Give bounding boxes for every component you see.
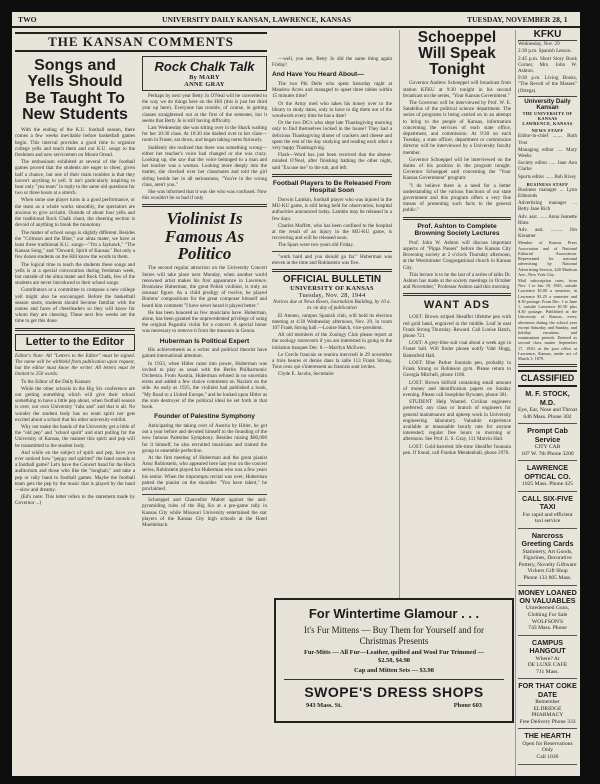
want-ads-body <box>403 314 511 455</box>
rock-chalk-title: Rock Chalk Talk <box>154 59 255 74</box>
classified-ad-line: Open for Reservations Only <box>522 740 573 754</box>
paragraph: Or the Army med who takes his honey over to the library to study dates, only to have to dig them out of the woodwork every time he has a date? <box>272 100 392 120</box>
bulletin-note: Notices due at News Room, Journalism Building, by 10 a. m. on day of publication <box>273 299 391 312</box>
classified-ad-line: WOLFSON'S <box>531 618 564 625</box>
violinist-body-2 <box>142 347 267 410</box>
bulletin-headline: OFFICIAL BULLETIN <box>282 274 382 286</box>
classified-ad <box>518 492 577 529</box>
byline-name: ANNE GRAY <box>184 81 225 88</box>
issue-date: TUESDAY, NOVEMBER 28, 1 <box>467 15 568 24</box>
schedule-line: 2:45 p.m. Short Story Book Corner, Mrs. John W. Ashton. <box>518 55 577 74</box>
column-kfku-classified <box>515 30 577 776</box>
classified-ad <box>518 529 577 586</box>
paragraph: Flash—Word has just been received that the absent-minded O'Neal, after finishing bathing the other night, said "Excuse me" to the tub, and left. <box>272 152 392 171</box>
classified-ad-line: CITY CAB <box>534 444 561 451</box>
paragraph: Dorwin Lamkin, football player who was injured in the MU-KU game, is still being held for observation, hospital authorities announced today. Lamkin may be released in a few days. <box>272 197 392 222</box>
staff-line: Business manager ... Lynn Edmonds <box>518 186 577 200</box>
classified-ad <box>518 461 577 491</box>
classified-ad-line: 646 Mass. Phone 302 <box>523 413 572 420</box>
classified-ad-line: For rapid and efficient taxi service <box>522 511 573 525</box>
schedule-line: 9:30 p.m. Living Books, "The Revolt of the Masses" (Ortega). <box>518 75 577 94</box>
violinist-body-3 <box>142 423 267 492</box>
ashton-headline: Prof. Ashton to Complete Browning Society Lectures <box>414 222 500 238</box>
paragraph: —well, you see, Betty Jo did the same thing again Friday! <box>272 56 392 69</box>
flash-item <box>272 152 392 171</box>
classified-headline: CLASSIFIED <box>518 370 577 387</box>
classified-ad-line: Stationery, Art Goods, Figurines, Decorative Pottery, Novelty Giftware <box>518 548 577 568</box>
heard-subhead: And Have You Heard About— <box>272 71 364 79</box>
heard-body <box>272 81 392 151</box>
masthead <box>12 12 580 28</box>
paragraph: The logical time to teach the students these songs and yells is at a special convocation during freshman week, but outside of the alma mater and Rock Chalk, few of the students are never introduced to their school songs. <box>15 261 135 287</box>
swopes-line2: Fur-Mitts — All Fur—Leather, quilted and Wool Fur Trimmed — $2.50, $4.98 <box>303 649 485 664</box>
staff-line: Advertising manager ... Betty Jane Rich <box>518 200 577 213</box>
classified-ad-line: Phone 133 805 Mass. <box>523 574 572 581</box>
paragraph: Suddenly she realized that there was something wrong—either her teacher's voice had changed or she was crazy. Looking up, she saw that the voice belonged to a man and her teacher was a woman. Looking more deeply into the matter, she checked over her classmates and told the girl sitting beside her in all seriousness, "You're in the wrong class, aren't you." <box>142 144 267 188</box>
column-editorial <box>15 56 135 776</box>
classified-ad-line: Free Delivery Phone 333 <box>519 718 576 725</box>
classified-ad-title: THE HEARTH <box>524 731 571 741</box>
paragraph: Charles Moffett, who has been confined to the hospital at the result of an injury in the MU-KU game, is recovering and will be released soon. <box>272 222 392 242</box>
column-schoeppel <box>399 30 511 598</box>
paragraph: The matter of school songs is slightly different. Besides the "Crimson and the Blue," our alma mater, we have at least three traditional K.U. songs—"I'm a Jayhawk," "The Kansas Song," and "Onward, Spirit of Kansas." But only a few dozen students on the Hill know the words to them. <box>15 229 135 261</box>
paragraph: In 1933, when Hitler came into power, Huberman was invited to play as usual with the Berlin Philharmonic Orchestra. From Austria, Huberman refused in no uncertain terms and added a few choice comments on Nazism on the side. As early as 1925, the violinist had published a book, "My Road to a United Europe," and he looked upon Hitler as the sure destroyer of the political ideal he set forth in that book. <box>142 360 267 411</box>
want-ad: STUDENT Help Wanted. Civilian engineers preferred; any class or branch of engineers for general maintenance and upkeep work in University engineering laboratory. Valuable experience available at reasonable hourly rate for anyone interested; regular free hours in morning or afternoon. See Prof. E. S. Gray, 111 Marvin Hall. <box>403 399 511 443</box>
classified-ad-line: 711 Mass. <box>536 668 559 675</box>
paragraph: When some one player turns in a good performance, or the team as a whole works smoothly, the spectators are anxious to give acclaim. Outside of about four yells and the traditional Rock Chalk chant, the cheering section is devoid of anything to break the monotony. <box>15 197 135 229</box>
classified-ad-title: CALL SIX-FIVE TAXI <box>522 493 573 512</box>
bulletin-item: Clyde E. Jacobs, Secretaire <box>278 371 334 378</box>
classified-ad-line: Call 1036 <box>536 754 559 761</box>
subscription-rates: Mail subscription rates, from Nov. 1 to Jan. 19, 1945, outside Lawrence $1.00 a semester, in Lawrence $1.25 a semester and $.30 postage. From Dec. 1 to June 1, outside Lawrence $1.50 plus $.30 postage. Published at the University of Kansas, every afternoon during the school year except Saturday and Sunday, and holiday vacations and examination periods. Entered as second class matter September 17, 1910, at the post office at Lawrence, Kansas, under act of March 3, 1879. <box>518 277 577 361</box>
ashton-body <box>403 240 511 291</box>
songs-headline: Songs and Yells Should Be Taught To New Students <box>22 57 128 123</box>
staff-line: Managing editor .... Mary Weeks <box>518 146 577 160</box>
swopes-name: SWOPE'S DRESS SHOPS <box>284 679 504 700</box>
paragraph: At the first meeting of Huberman and the great pianist Artur Rubinstein, who appeared here last year on the concert series, Rubinstein played for Huberman who was a few years his senior. When the impromptu recital was over, Huberman patted the pianist on the shoulder. "You have talent," he proclaimed. <box>142 454 267 492</box>
schoeppel-headline: Schoeppel Will Speak Tonight <box>417 30 497 78</box>
bulletin-item: All old members of the Zoology Club please report at the zoology storeroom if you are interested in going to the initiation banquet Dec. 8.—Marilyn McEwen. <box>272 332 392 351</box>
classified-ad-line: ELDRIDGE PHARMACY <box>531 705 564 719</box>
staff-line: Society editor ..... Jane Ann Clarke <box>518 160 577 173</box>
violinist-subhead-1: Huberman Is Political Expert <box>159 337 250 345</box>
football-body <box>272 197 392 249</box>
violinist-body <box>142 265 267 334</box>
rock-chalk-continued <box>272 56 392 68</box>
classified-ad-line: Where? At <box>535 655 560 662</box>
paragraph: She was informed that it was she who was confused. Now this wouldn't be so bad if only <box>142 189 267 202</box>
byline: By MARY <box>189 74 220 81</box>
paragraph: This lecture is to be the last of a series of talks Dr. Ashton has made at the society meetings in October and November," Professor Ashton said this morning. <box>403 271 511 291</box>
paragraph: And while on the subject of spirit and pep, have you ever noticed how "peppy and spirited" the band sounds at a football game? Let's have the Concert band for the Hoch auditorium and those who like the "longhair," and take a pep or rally band to football games. Maybe the football team gets the pep by the music that is played by the band—slow and dreamy. <box>15 449 135 494</box>
swopes-address: 943 Mass. St. <box>306 702 342 709</box>
classified-ad <box>518 636 577 680</box>
classified-ad-line: DE LUXE CAFE <box>527 662 568 669</box>
rock-chalk-body <box>142 93 267 201</box>
staff-line: Sports editor ...... Bob Rixey <box>518 173 577 180</box>
classified-ad-title: M. F. STOCK, M.D. <box>525 389 570 407</box>
bulletin-items <box>272 313 392 378</box>
swopes-line1: It's Fur Mittens — Buy Them for Yourself and for Christmas Presents <box>304 625 484 646</box>
letter-box <box>15 334 135 351</box>
paragraph: Governor Andrew Schoeppel will broadcast from station KFKU at 9:30 tonight in his second broadcast on the series, "Your Kansas Government." <box>403 80 511 99</box>
letter-headline: Letter to the Editor <box>25 335 125 348</box>
classified-ad <box>518 729 577 764</box>
classified-ad-line: Vickers Gift Shop <box>527 568 568 575</box>
classified-ads <box>518 387 577 764</box>
bulletin-item: El Ateneo, campus Spanish club, will hold its election meeting at 4:30 Wednesday afternoon, Nov. 29, in room 107 Frank Strong hall.—Louise Hatch, vice-president. <box>272 312 392 332</box>
classified-ad-title: FOR THAT COKE DATE <box>518 681 577 699</box>
classified-ad-title: CAMPUS HANGOUT <box>529 637 566 656</box>
kfku-headline: KFKU <box>518 30 577 41</box>
classified-ad-line: 1025 Mass. Phone 425 <box>522 481 573 488</box>
paragraph: Why not make the bands of the University get a little of the "old pep" and "school spirit" and start pulling for the University of Kansas, the manner this spirit and pep will be transmitted to the student body. <box>15 424 135 449</box>
letter-body <box>15 379 135 507</box>
paragraph: With the ending of the K.U. football season, there comes a few weeks inevitable before basketball games begin. This interval provides a good time to organize college yells and teach them and our K.U. songs to the freshmen and new servicemen on Mount Oread. <box>15 127 135 159</box>
classified-ad-title: Narcross Greeting Cards <box>521 530 574 549</box>
paragraph: While the other schools in the Big Six conference are out getting something which will give their school something to have a little pep about, when football season is over, our own University "rahs and" and that is all. No wonder the student body has no team spirit nor gets excited about a school that his other university exhibit. <box>15 385 135 423</box>
football-continued: "work hard and you should go far." Huberman was eleven at the time and Rubinstein was five. <box>272 253 392 266</box>
paragraph: The enthusiasm exhibited at several of the football games proved that the students are eager to cheer, given half a chance, but one of their main troubles is that they haven't anything to yell. It isn't particularly inspiring to hear only "yea team" in reply to the same old questions for two or three hours at a stretch. <box>15 159 135 197</box>
classified-ad <box>518 387 577 424</box>
news-staff <box>518 133 577 179</box>
uk-title: University Daily Kansan <box>524 97 571 112</box>
songs-body <box>15 127 135 324</box>
schedule-line: 2:30 p.m. Spanish Lesson. <box>518 48 572 55</box>
schoeppel-body <box>403 80 511 213</box>
paragraph: Governor Schoeppel will be interviewed on the duties of his position in the program tonight. Governor Schoeppel said concerning the "Your Kansas Government" program: <box>403 156 511 182</box>
paper-title: UNIVERSITY DAILY KANSAN, LAWRENCE, KANSAS <box>162 15 352 24</box>
classified-ad <box>518 679 577 729</box>
swopes-phone: Phone 603 <box>453 702 482 709</box>
want-ad: LOST: Gold-barreled life-time Sheaffer fountain pen. If found, call Frankie Mendenhall, phone 2976. <box>403 443 511 456</box>
classified-ad-line: Eye, Ear, Nose and Throat <box>518 407 577 414</box>
paragraph: The two Phi Delts who spent Saturday night at Meadow Acres and managed to upset three tables within 15 minutes time? <box>272 81 392 100</box>
column-rock-chalk <box>142 56 267 776</box>
paragraph: "I do believe there is a need for a better understanding of the various functions of our state government and this program offers a very fine means of presenting such facts to the general public." <box>403 182 511 214</box>
paragraph: The second regular attraction on the University Concert Series will take place next Monday, when another world renowned artist makes his first appearance in Lawrence. Bronislaw Huberman, the great Polish violinist, is truly an unusual figure. As a child prodigy of twelve, he played Brahms' compositions for the great composer himself and heard him comment "I have never heard it played better." <box>142 265 267 309</box>
want-ad: LOST: A grey-blue suit coat about a week ago in Fraser hall. Will finder please notify Vahl Hogg, Battenfeld Hall. <box>403 340 511 359</box>
want-ads-headline: WANT ADS <box>423 299 491 312</box>
biz-staff-head: BUSINESS STAFF <box>526 181 569 187</box>
violinist-tail: Schoeppel and Chancellor Malott against the anti-pyramiding rules of the Big Six at a pre-game rally in Kansas City while Missouri University entertained the star players of the Kansas City high schools at the Hotel Muehlebach. <box>142 497 267 528</box>
classified-ad-line: Remember <box>535 699 560 706</box>
bulletin-item: Le Cercle francais se reunira mercredi le 29 novembre a trois heures et demie dans la salle 113 Frank Strong. Tous ceux qui s'interessent au francais sont invites. <box>272 351 392 371</box>
paragraph: To the Editor of the Daily Kansan: <box>21 378 92 385</box>
want-ad: LOST: Blue Parker fountain pen, probably in Frank Strong or Robinson gym. Please return to Georgia Mitchell, phone 1186. <box>403 359 511 379</box>
paragraph: Prof. John W. Ashton will discuss important aspects of "Pippa Passes" before the Kansas City Browning society at 2 o'clock Thursday afternoon, at the Westminster Congregational church in Kansas City. <box>403 239 511 271</box>
kfku-schedule <box>518 41 577 94</box>
want-ad: LOST: Brown billfold containing small amount of money and identification papers on Sunday evening. Please call Josephine Bywater, phone 381. <box>403 379 511 398</box>
classified-ad-line: 107 W. 7th Phone 3200 <box>521 450 574 457</box>
letter-note: Editor's Note: All "Letters to the Editor" must be signed. The name will be withheld from publication upon request, but the editor must know the writer. All letters must be limited to 250 words. <box>15 352 135 378</box>
classified-ad <box>518 586 577 636</box>
staff-line: Editor-in-chief ........ Ruth Yost <box>518 133 577 146</box>
paragraph: The Spars were two years old Friday. <box>278 242 354 249</box>
classified-ad <box>518 424 577 461</box>
football-headline: Football Players to Be Released From Hospital Soon <box>272 179 392 195</box>
violinist-subhead-2: Founder of Palestine Symphony <box>154 413 255 421</box>
paragraph: The Governor will be interviewed by Prof. W. E. Sandelius of the political science department. The series of programs is being carried on in an attempt to bring to the people of Kansas, information concerning the services of each state office, department, and commission. At 9:30 on each Tuesday, a state officer, department or commission director will be interviewed by a University faculty member. <box>403 100 511 156</box>
press-note: Member of Kansas Press Association and of National Editorial Association. Represented for national advertising by National Advertising Service, 420 Madison Ave., New York City. <box>518 240 577 277</box>
paragraph: (Ed's note: This letter refers to the statement made by Governor ...) <box>15 494 135 507</box>
staff-line: Adv. asst. ...... Anna Jeanette Rhea <box>518 213 577 226</box>
news-staff-head: NEWS STAFF <box>531 128 564 134</box>
classified-ad-title: LAWRENCE OPTICAL CO. <box>524 463 571 481</box>
swopes-headline: For Wintertime Glamour . . . <box>308 606 480 621</box>
paragraph: His achievements as a writer and political theorist have gained international attention. <box>142 347 267 360</box>
paragraph: Perhaps by next year Betty Jo O'Neal will be converted to the way we do things here on the Hill (this is just her third year up here). Everyone has trouble, of course, in getting classes straightened out at the first of the semester, but it seems that Betty Jo is still having difficulty. <box>142 93 267 124</box>
business-staff <box>518 187 577 240</box>
kansan-comments-banner: THE KANSAN COMMENTS <box>15 32 267 52</box>
classified-ad-line: 743 Mass. Phone <box>528 625 567 632</box>
swopes-line3: Cap and Mitten Sets — $3.98 <box>354 667 434 674</box>
swopes-ad <box>274 598 514 723</box>
paragraph: Or the two DG's who slept late Thanksgiving morning only to find themselves locked in the house? They had a delicious Thanksgiving dinner of crackers and cheese and spent the rest of the day studying and reading each other a very happy Thanksgiving. <box>272 120 392 152</box>
classified-ad-title: Prompt Cab Service <box>527 426 568 444</box>
rock-chalk-box <box>142 56 267 91</box>
paragraph: He has been honored as few musicians have. Huberman, alone, has been granted the unprecedented privilege of using the original Paganini violin for a concert. A special honor was necessary to remove it from the museum in Genoa. <box>142 309 267 335</box>
staff-line: Adv. asst. ......... Jim Kreamer <box>518 227 577 240</box>
violinist-headline: Violinist Is Famous As Politico <box>164 209 245 264</box>
classified-ad-line: Unredeemed Guns, Clothing For Sale <box>525 605 570 618</box>
bulletin-date: Tuesday, Nov. 28, 1944 <box>298 292 366 300</box>
classified-ad-title: MONEY LOANED ON VALUABLES <box>518 587 577 605</box>
want-ad: LOST: Brown striped Sheaffer lifetime pen with red gold band, engraved in the middle. Leaf in east Frank Strong Thursday. Reward. Call Louise Hatch, phone 721. <box>403 314 511 340</box>
bulletin-sub: UNIVERSITY OF KANSAS <box>290 285 374 293</box>
newspaper-page <box>12 12 580 776</box>
schedule-line: Wednesday, Nov. 29 <box>518 41 560 48</box>
uk-sub: THE UNIVERSITY OF KANSAS <box>522 111 573 122</box>
paragraph: Last Wednesday she was sitting over in the Shack waiting for her 10:30 class. At 10:30 she dashed over to her class—room in Fraser, sat down, and began taking notes furiously. <box>142 125 267 144</box>
column-three <box>272 56 392 594</box>
uk-city: LAWRENCE, KANSAS <box>522 121 573 127</box>
paragraph: Anticipating the taking over of Austria by Hitler, he got out a year before and devoted himself to the founding of the now famous Palestine Symphony. Besides raising $80,000 for it himself, he also recruited musicians and trained the group to ensemble perfection. <box>142 422 267 454</box>
page-number: TWO <box>18 15 37 24</box>
paragraph: Contributors or a committee to compose a new college yell might also be encouraged. Before the basketball season starts, students should become familiar with the names and faces of cheerleaders so they will know for whom they are cheering. These next few weeks are the time to get this done. <box>15 287 135 325</box>
